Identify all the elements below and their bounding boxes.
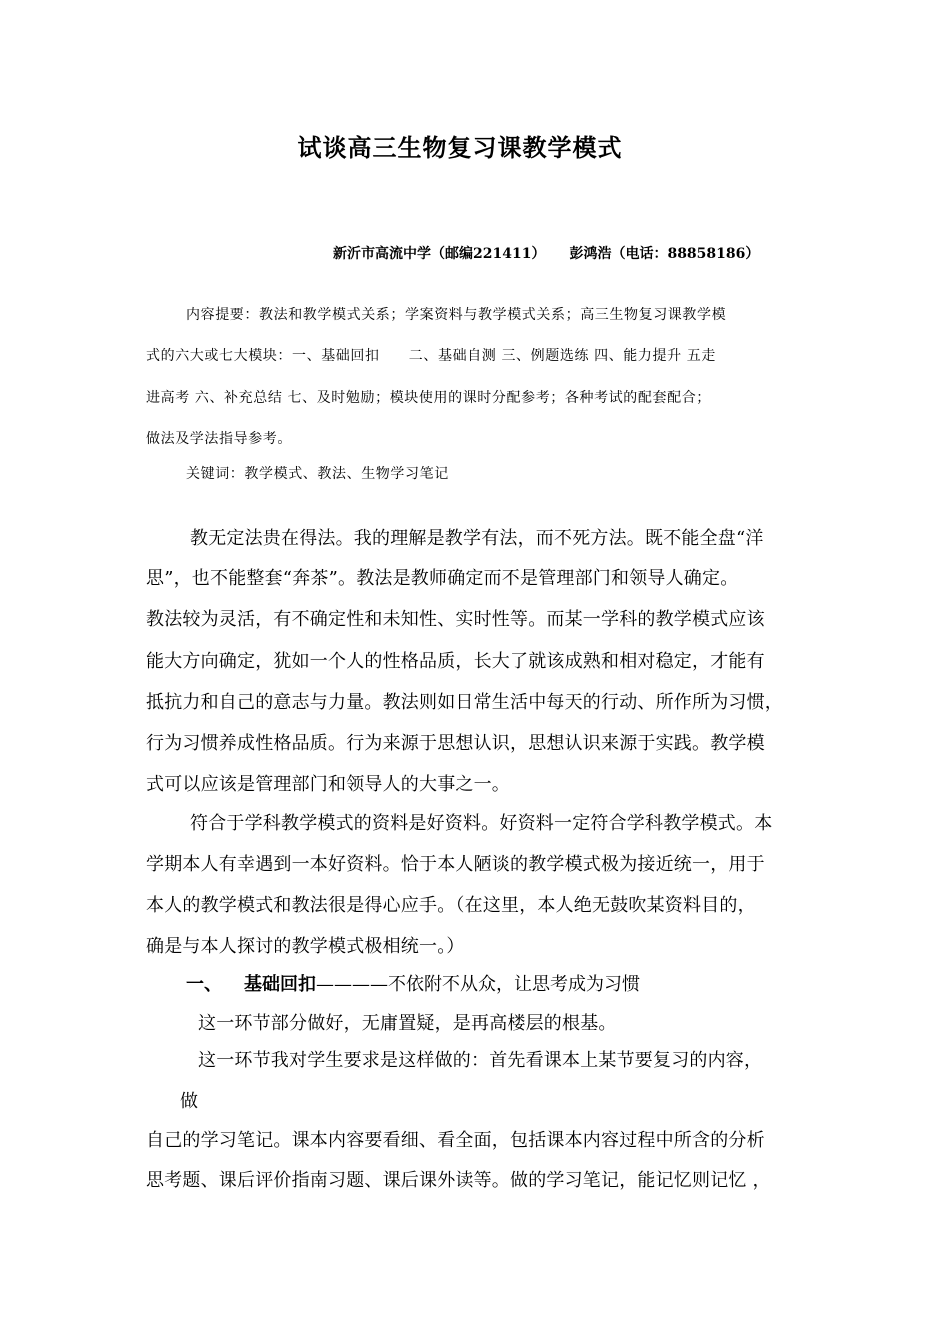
body-line: 教法较为灵活，有不确定性和未知性、实时性等。而某一学科的教学模式应该 [146,609,765,630]
body-line: 这一环节部分做好，无庸置疑，是再高楼层的根基。 [198,1013,617,1034]
document-title: 试谈高三生物复习课教学模式 [297,134,623,162]
body-line: 这一环节我对学生要求是这样做的：首先看课本上某节要复习的内容， [198,1050,763,1071]
section-subtitle: ————不依附不从众，让思考成为习惯 [316,974,640,995]
abstract-line: 式的六大或七大模块：一、基础回扣 二、基础自测 三、例题选练 四、能力提升 五走 [146,348,716,364]
body-line: 能大方向确定，犹如一个人的性格品质，长大了就该成熟和相对稳定，才能有 [146,651,765,672]
body-line: 思考题、课后评价指南习题、课后课外读等。做的学习笔记，能记忆则记忆 ， [146,1170,771,1191]
abstract-line: 进高考 六、补充总结 七、及时勉励；模块使用的课时分配参考；各种考试的配套配合； [146,390,711,406]
body-line: 行为习惯养成性格品质。行为来源于思想认识，思想认识来源于实践。教学模 [146,733,765,754]
body-line: 教无定法贵在得法。我的理解是教学有法，而不死方法。既不能全盘“洋 [190,528,764,549]
abstract-line: 内容提要：教法和教学模式关系；学案资料与教学模式关系；高三生物复习课教学模 [186,307,727,323]
school-info: 新沂市高流中学（邮编221411） [333,246,546,262]
section-number: 一、 [186,974,222,995]
body-line: 学期本人有幸遇到一本好资料。恰于本人陋谈的教学模式极为接近统一，用于 [146,854,765,875]
body-line: 自己的学习笔记。课本内容要看细、看全面，包括课本内容过程中所含的分析 [146,1130,765,1151]
author-byline [333,243,759,263]
body-line: 确是与本人探讨的教学模式极相统一。） [146,936,465,957]
body-line: 抵抗力和自己的意志与力量。教法则如日常生活中每天的行动、所作所为习惯， [146,692,783,713]
body-line: 做 [180,1091,199,1112]
body-line: 式可以应该是管理部门和领导人的大事之一。 [146,774,510,795]
body-line: 本人的教学模式和教法很是得心应手。（在这里，本人绝无鼓吹某资料目的， [146,895,756,916]
author-info: 彭鸿浩（电话：88858186） [569,246,760,262]
body-line: 思”，也不能整套“奔茶”。教法是教师确定而不是管理部门和领导人确定。 [146,568,739,589]
body-line: 符合于学科教学模式的资料是好资料。好资料一定符合学科教学模式。本 [190,813,773,834]
abstract-line: 做法及学法指导参考。 [146,431,292,447]
keywords-line: 关键词：教学模式、教法、生物学习笔记 [186,466,449,482]
section-heading [244,970,640,996]
section-title: 基础回扣 [244,974,316,995]
